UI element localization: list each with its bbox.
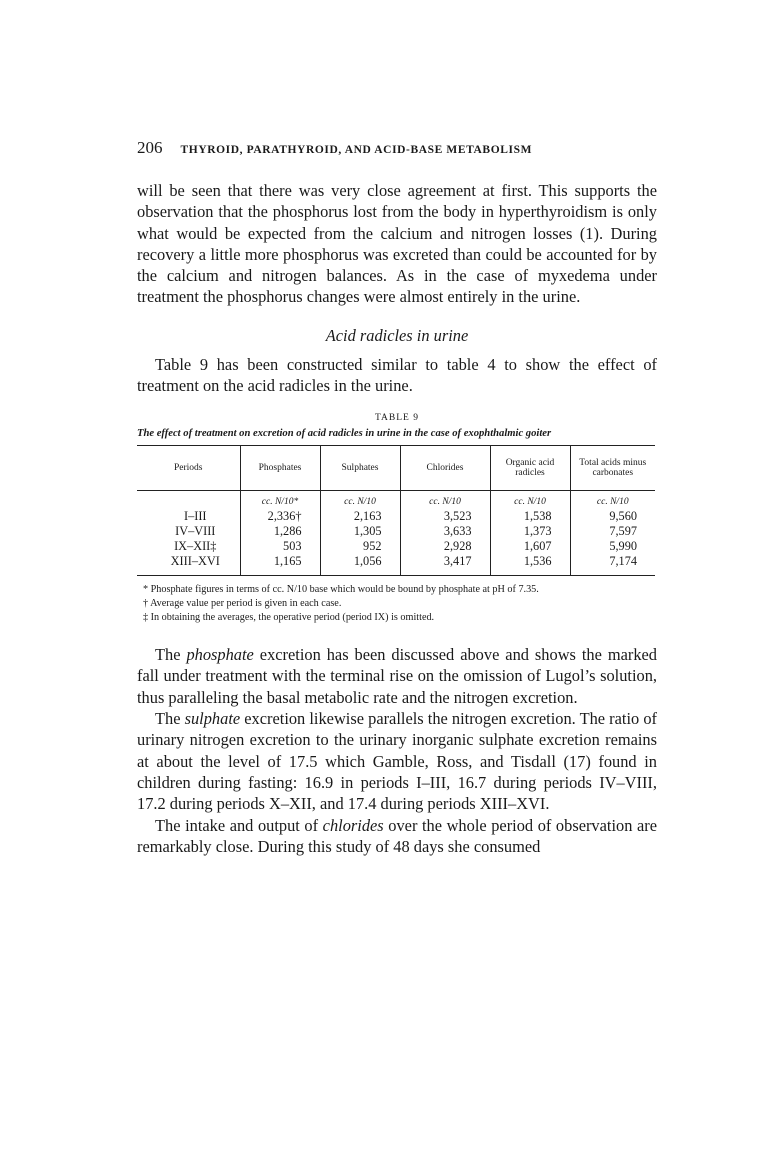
table-cell: 1,373 (490, 524, 570, 539)
page-header (137, 138, 657, 160)
text-run: over the whole period of observation are remarkably close. During this study of 48 days she consumed (137, 815, 657, 856)
table-cell: 1,165 (240, 554, 320, 576)
table-cell: 9,560 (570, 509, 655, 524)
paragraph-1: will be seen that there was very close agreement at first. This supports the observation that the phosphorus lost from the body in hyperthyroidism is only what would be expected from the calcium and nitrogen losses (1). During recovery a little more phosphorus was excreted than could be accounted for by the calcium and nitrogen balances. As in the case of myxedema under treatment the phosphorus changes were almost entirely in the urine. (137, 181, 657, 307)
section-title: Acid radicles in urine (325, 325, 469, 345)
table-row (137, 539, 655, 554)
paragraph-4 (137, 708, 657, 814)
text-run: The (155, 709, 185, 729)
unit-cell: cc. N/10* (240, 491, 320, 510)
table-cell: 7,597 (570, 524, 655, 539)
table-cell: 1,305 (320, 524, 400, 539)
column-header: Sulphates (320, 446, 400, 491)
table-cell: 7,174 (570, 554, 655, 576)
table-cell: 2,928 (400, 539, 490, 554)
table-row (137, 554, 655, 576)
column-header: Total acids minus carbonates (570, 446, 655, 491)
period-cell: I–III (183, 509, 207, 524)
column-header: Phosphates (240, 446, 320, 491)
keyword-chlorides: chlorides (322, 815, 384, 835)
page-number: 206 (137, 138, 163, 157)
period-cell: IX–XII‡ (174, 539, 217, 554)
footnote-phosphate: * Phosphate figures in terms of cc. N/10 base which would be bound by phosphate at pH of 7.35. (143, 584, 539, 596)
table-cell: 2,163 (320, 509, 400, 524)
page (137, 138, 657, 857)
period-cell: IV–VIII (175, 524, 216, 539)
text-run: The (155, 645, 187, 665)
column-header: Periods (137, 446, 240, 491)
table-cell: 1,536 (490, 554, 570, 576)
unit-cell: cc. N/10 (490, 491, 570, 510)
table-row (137, 524, 655, 539)
table-cell: 3,417 (400, 554, 490, 576)
unit-cell (137, 491, 240, 510)
table-cell: 952 (320, 539, 400, 554)
keyword-sulphate: sulphate (184, 709, 241, 729)
table-caption: The effect of treatment on excretion of acid radicles in urine in the case of exophthalmic goiter (137, 428, 552, 440)
text-run: excretion has been discussed above and shows the marked fall under treatment with the terminal rise on the omission of Lugol’s solution, thus paralleling the basal metabolic rate and the nitrogen excretion. (137, 645, 657, 707)
table-cell: 1,286 (240, 524, 320, 539)
table-cell: 1,056 (320, 554, 400, 576)
period-cell: XIII–XVI (170, 554, 220, 569)
table-cell: 1,538 (490, 509, 570, 524)
text-run: excretion likewise parallels the nitrogen excretion. The ratio of urinary nitrogen excretion to the urinary inorganic sulphate excretion remains at about the level of 17.5 which Gamble, Ross, and Tisdall (17) found in children during fasting: 16.9 in periods I–III, 16.7 during periods IV–VIII, 17.2 during periods X–XII, and 17.4 during periods XIII–XVI. (137, 709, 657, 814)
keyword-phosphate: phosphate (186, 645, 254, 665)
unit-cell: cc. N/10 (570, 491, 655, 510)
unit-cell: cc. N/10 (320, 491, 400, 510)
unit-cell: cc. N/10 (400, 491, 490, 510)
units-row (137, 491, 655, 510)
table-cell: 3,523 (400, 509, 490, 524)
table-header-row (137, 446, 655, 491)
data-table (137, 445, 655, 576)
table-cell: 3,633 (400, 524, 490, 539)
table-row (137, 509, 655, 524)
footnote-average: † Average value per period is given in each case. (143, 597, 342, 609)
paragraph-2: Table 9 has been constructed similar to table 4 to show the effect of treatment on the acid radicles in the urine. (137, 354, 657, 396)
running-title: THYROID, PARATHYROID, AND ACID-BASE METABOLISM (180, 144, 533, 156)
table-cell: 1,607 (490, 539, 570, 554)
table-label: TABLE 9 (375, 413, 419, 424)
paragraph-5 (137, 815, 657, 858)
table-cell: 5,990 (570, 539, 655, 554)
column-header: Chlorides (400, 446, 490, 491)
text-run: The intake and output of (155, 815, 323, 835)
table-cell: 2,336† (240, 509, 320, 524)
table-cell: 503 (240, 539, 320, 554)
column-header: Organic acid radicles (490, 446, 570, 491)
paragraph-3 (137, 644, 657, 708)
footnote-operative: ‡ In obtaining the averages, the operative period (period IX) is omitted. (143, 611, 435, 623)
